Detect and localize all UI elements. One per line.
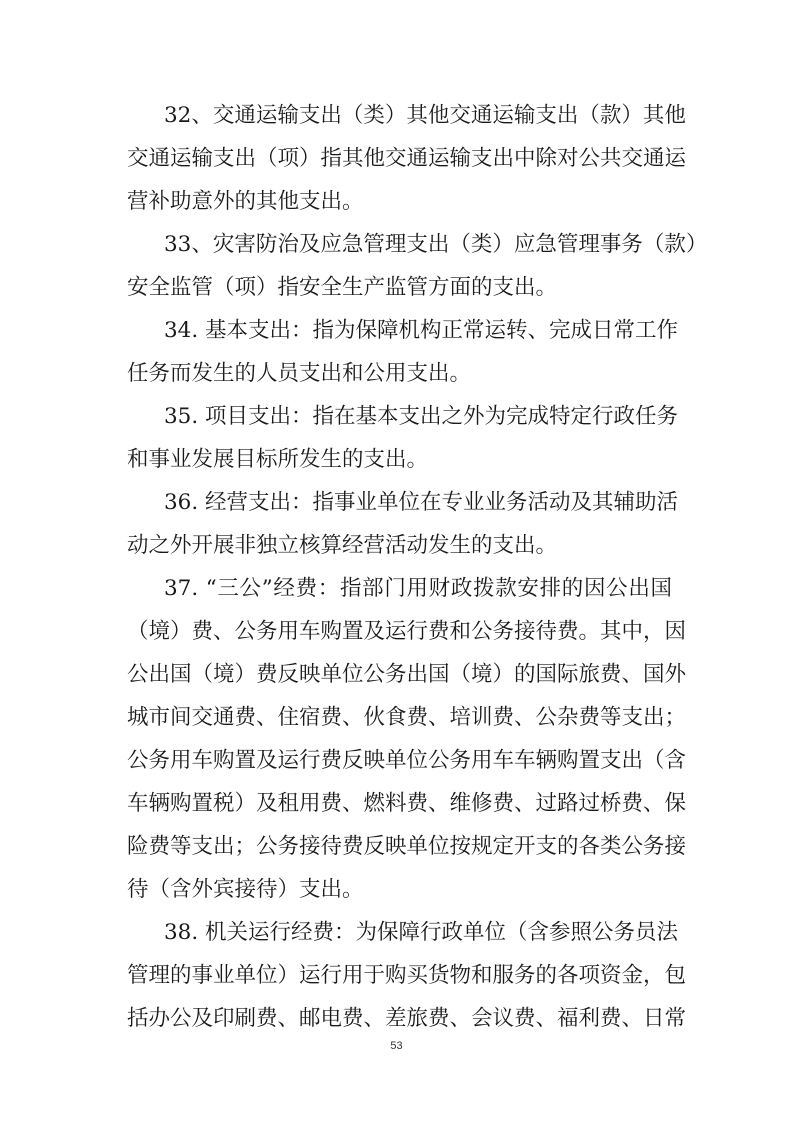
paragraph-37-line-1: 37. “三公”经费：指部门用财政拨款安排的因公出国 xyxy=(164,576,672,601)
paragraph-37-line-5: 公务用车购置及运行费反映单位公务用车车辆购置支出（含 xyxy=(127,748,687,773)
paragraph-37-line-6: 车辆购置税）及租用费、燃料费、维修费、过路过桥费、保 xyxy=(127,791,687,816)
paragraph-37-line-8: 待（含外宾接待）支出。 xyxy=(127,877,364,902)
paragraph-35-line-2: 和事业发展目标所发生的支出。 xyxy=(127,447,429,472)
paragraph-38-line-1: 38. 机关运行经费：为保障行政单位（含参照公务员法 xyxy=(164,920,679,945)
page-number: 53 xyxy=(390,1040,403,1052)
paragraph-37-line-3: 公出国（境）费反映单位公务出国（境）的国际旅费、国外 xyxy=(127,662,687,687)
paragraph-35-line-1: 35. 项目支出：指在基本支出之外为完成特定行政任务 xyxy=(164,404,679,429)
paragraph-32-line-1: 32、交通运输支出（类）其他交通运输支出（款）其他 xyxy=(164,103,686,128)
paragraph-36-line-1: 36. 经营支出：指事业单位在专业业务活动及其辅助活 xyxy=(164,490,679,515)
paragraph-37-line-2: （境）费、公务用车购置及运行费和公务接待费。其中，因 xyxy=(127,619,687,644)
paragraph-32-line-3: 营补助意外的其他支出。 xyxy=(127,189,364,214)
paragraph-32-line-2: 交通运输支出（项）指其他交通运输支出中除对公共交通运 xyxy=(127,146,687,171)
paragraph-38-line-2: 管理的事业单位）运行用于购买货物和服务的各项资金，包 xyxy=(127,963,687,988)
paragraph-36-line-2: 动之外开展非独立核算经营活动发生的支出。 xyxy=(127,533,558,558)
paragraph-34-line-2: 任务而发生的人员支出和公用支出。 xyxy=(127,361,472,386)
paragraph-38-line-3: 括办公及印刷费、邮电费、差旅费、会议费、福利费、日常 xyxy=(127,1006,687,1031)
paragraph-37-line-7: 险费等支出；公务接待费反映单位按规定开支的各类公务接 xyxy=(127,834,687,859)
paragraph-33-line-2: 安全监管（项）指安全生产监管方面的支出。 xyxy=(127,275,558,300)
paragraph-34-line-1: 34. 基本支出：指为保障机构正常运转、完成日常工作 xyxy=(164,318,679,343)
paragraph-33-line-1: 33、灾害防治及应急管理支出（类）应急管理事务（款） xyxy=(164,232,708,257)
paragraph-37-line-4: 城市间交通费、住宿费、伙食费、培训费、公杂费等支出； xyxy=(127,705,687,730)
